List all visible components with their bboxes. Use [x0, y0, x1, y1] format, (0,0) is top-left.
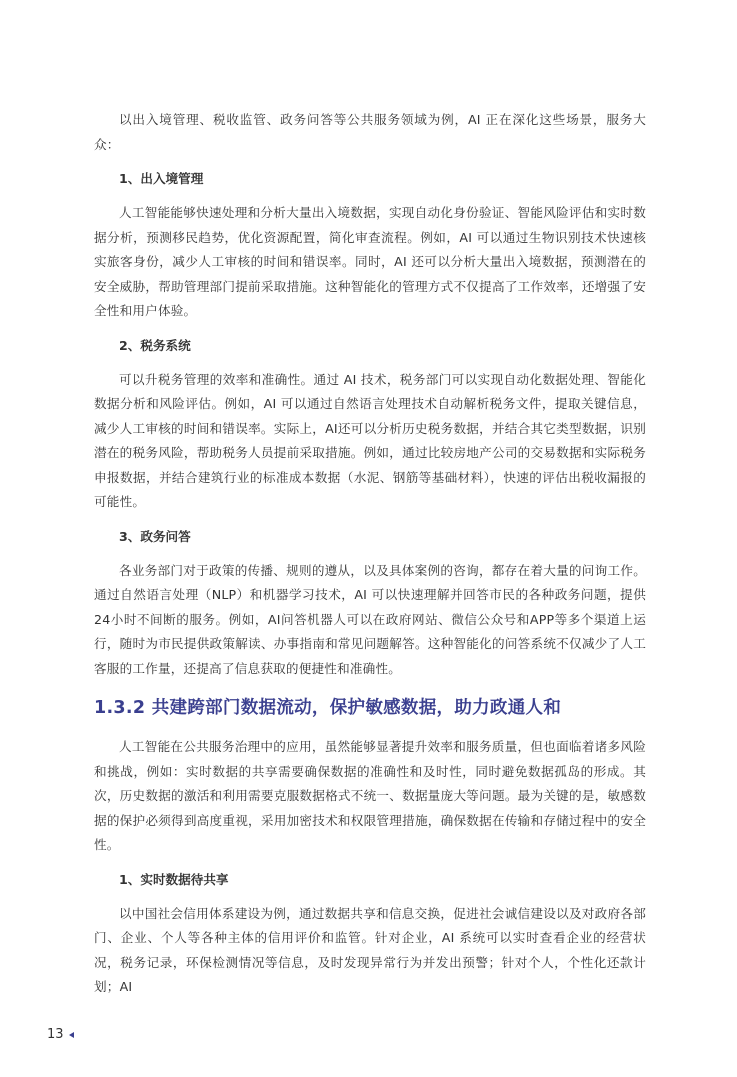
triangle-left-icon [69, 1032, 74, 1038]
page-footer [47, 1027, 74, 1042]
section-heading-qa: 3、政务问答 [119, 528, 191, 544]
paragraph-chapter-intro: 人工智能在公共服务治理中的应用，虽然能够显著提升效率和服务质量，但也面临着诸多风险和挑战，例如：实时数据的共享需要确保数据的准确性和及时性，同时避免数据孤岛的形成。其次，历史数据的激活和利用需要克服数据格式不统一、数据量庞大等问题。最为关键的是，敏感数据的保护必须得到高度重视，采用加密技术和权限管理措施，确保数据在传输和存储过程中的安全性。 [94, 739, 646, 852]
intro-paragraph: 以出入境管理、税收监管、政务问答等公共服务领域为例，AI 正在深化这些场景，服务大众： [94, 112, 646, 152]
section-heading-immigration: 1、出入境管理 [119, 171, 204, 186]
section-heading-data-sharing: 1、实时数据待共享 [119, 871, 229, 887]
section-heading-tax: 2、税务系统 [119, 337, 191, 353]
page-content [94, 108, 646, 1000]
paragraph-immigration: 人工智能能够快速处理和分析大量出入境数据，实现自动化身份验证、智能风险评估和实时数据分析，预测移民趋势，优化资源配置，简化审查流程。例如，AI 可以通过生物识别技术快速核实旅客身份，减少人工审核的时间和错误率。同时，AI 还可以分析大量出入境数据，预测潜在的安全威胁，帮助管理部门提前采取措施。这种智能化的管理方式不仅提高了工作效率，还增强了安全性和用户体验。 [94, 205, 646, 318]
chapter-heading: 1.3.2 共建跨部门数据流动，保护敏感数据，助力政通人和 [94, 698, 562, 718]
paragraph-data-sharing: 以中国社会信用体系建设为例，通过数据共享和信息交换，促进社会诚信建设以及对政府各部门、企业、个人等各种主体的信用评价和监管。针对企业，AI 系统可以实时查看企业的经营状况，税务记录，环保检测情况等信息，及时发现异常行为并发出预警；针对个人，个性化还款计划；AI [94, 905, 646, 994]
paragraph-qa: 各业务部门对于政策的传播、规则的遵从，以及具体案例的咨询，都存在着大量的问询工作。通过自然语言处理（NLP）和机器学习技术，AI 可以快速理解并回答市民的各种政务问题，提供24小时不间断的服务。例如，AI问答机器人可以在政府网站、微信公众号和APP等多个渠道上运行，随时为市民提供政策解读、办事指南和常见问题解答。这种智能化的问答系统不仅减少了人工客服的工作量，还提高了信息获取的便捷性和准确性。 [94, 562, 646, 676]
page-number: 13 [47, 1027, 64, 1042]
paragraph-tax: 可以升税务管理的效率和准确性。通过 AI 技术，税务部门可以实现自动化数据处理、智能化数据分析和风险评估。例如，AI 可以通过自然语言处理技术自动解析税务文件，提取关键信息，减少人工审核的时间和错误率。实际上，AI还可以分析历史税务数据，并结合其它类型数据，识别潜在的税务风险，帮助税务人员提前采取措施。例如，通过比较房地产公司的交易数据和实际税务申报数据，并结合建筑行业的标准成本数据（水泥、钢筋等基础材料），快速的评估出税收漏报的可能性。 [94, 371, 646, 509]
